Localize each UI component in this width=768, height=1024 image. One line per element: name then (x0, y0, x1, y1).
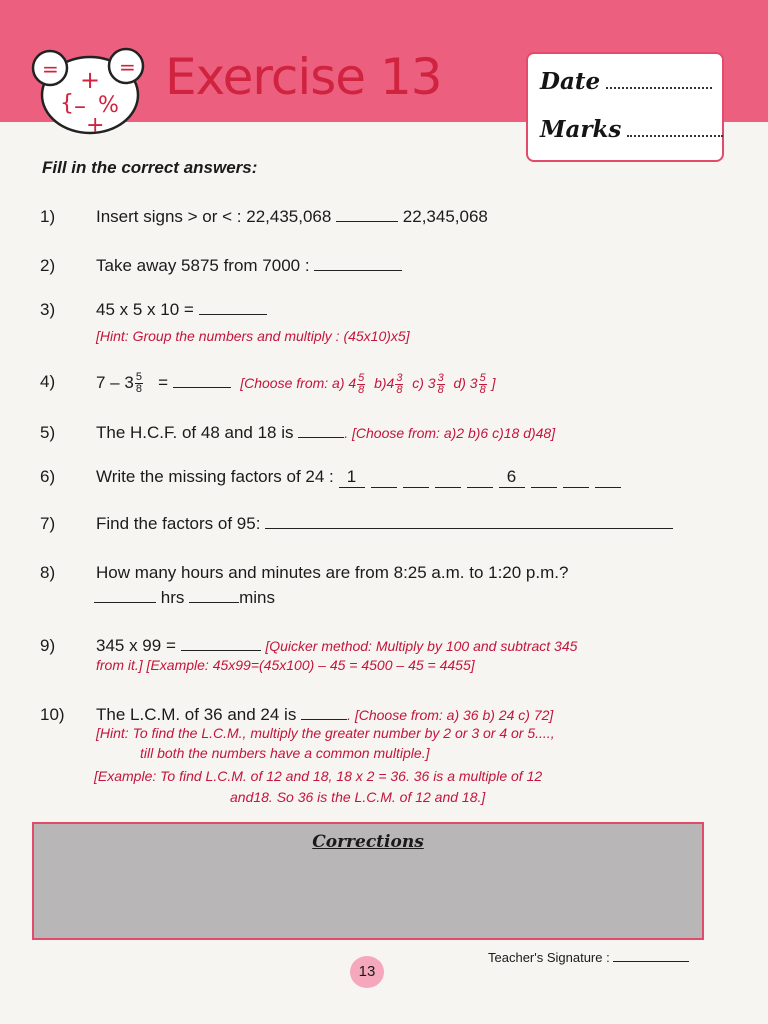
question-text: Insert signs > or < : 22,435,068 (96, 207, 332, 226)
question-text-2: 22,345,068 (402, 207, 488, 226)
factor-blank[interactable]: 1 (339, 467, 365, 488)
question-text: How many hours and minutes are from 8:25 a.m. to 1:20 p.m.? (96, 563, 569, 582)
question-text: Write the missing factors of 24 : (96, 467, 334, 486)
question-number: 10) (40, 705, 65, 724)
question-number: 6) (40, 467, 56, 486)
choices: . [Choose from: a)2 b)6 c)18 d)48] (344, 425, 556, 441)
hrs-label: hrs (160, 588, 185, 607)
date-field[interactable] (540, 68, 712, 95)
math-symbols-logo (24, 40, 154, 140)
choices: [Choose from: a) 4 $\frac{5}{8}$ b)4 $\frac{3}{8}$ c) 3 $\frac{3}{8}$ d) 3 $\frac{5}{8}$ ] (240, 371, 496, 396)
marks-field[interactable] (540, 116, 723, 143)
question-number: 8) (40, 563, 56, 582)
question-text: 7 – 3 (96, 372, 134, 392)
signature-label: Teacher's Signature : (488, 950, 610, 965)
factor-blank[interactable] (435, 467, 461, 488)
answer-blank[interactable] (336, 207, 398, 222)
question-text: Take away 5875 from 7000 : (96, 256, 310, 275)
svg-text:=: = (119, 55, 136, 79)
marks-blank[interactable] (627, 131, 723, 137)
hint-line-3: till both the numbers have a common multiple.] (140, 745, 430, 761)
svg-text:+: + (80, 66, 101, 94)
answer-blank[interactable] (298, 423, 344, 438)
factor-blank[interactable] (467, 467, 493, 488)
svg-text:%: % (98, 93, 119, 118)
question-number: 7) (40, 514, 56, 533)
hint-line-2: from it.] [Example: 45x99=(45x100) – 45 = 4500 – 45 = 4455] (96, 657, 475, 673)
factor-blank[interactable] (531, 467, 557, 488)
equals-sign: = (158, 372, 169, 392)
factor-blank[interactable] (595, 467, 621, 488)
page-number: 13 (350, 956, 384, 988)
date-label: Date (540, 68, 601, 95)
signature-blank[interactable] (613, 951, 689, 962)
hint-line-5: and18. So 36 is the L.C.M. of 12 and 18.] (230, 789, 486, 805)
answer-blank[interactable] (314, 256, 402, 271)
date-blank[interactable] (606, 83, 712, 89)
answer-blank[interactable] (265, 514, 673, 529)
corrections-box[interactable] (32, 822, 704, 940)
marks-label: Marks (540, 116, 622, 143)
svg-text:{: { (60, 91, 74, 116)
question-number: 4) (40, 372, 56, 391)
question-number: 9) (40, 636, 56, 655)
mins-label: mins (239, 588, 275, 607)
question-text: The L.C.M. of 36 and 24 is (96, 705, 297, 724)
hours-blank[interactable] (94, 588, 156, 603)
question-text: Find the factors of 95: (96, 514, 261, 533)
choices: . [Choose from: a) 36 b) 24 c) 72] (347, 707, 554, 723)
question-text: 345 x 99 = (96, 636, 176, 655)
question-number: 5) (40, 423, 56, 442)
question-number: 2) (40, 256, 56, 275)
fraction: $\frac{5}{8}$ (135, 371, 142, 395)
exercise-title: Exercise 13 (165, 48, 442, 106)
question-8-answer (94, 588, 275, 608)
factor-blank[interactable] (403, 467, 429, 488)
hint-line-2: [Hint: To find the L.C.M., multiply the greater number by 2 or 3 or 4 or 5...., (96, 725, 555, 741)
question-text: The H.C.F. of 48 and 18 is (96, 423, 294, 442)
corrections-title: Corrections (312, 832, 424, 852)
question-number: 1) (40, 207, 56, 226)
answer-blank[interactable] (173, 373, 231, 388)
answer-blank[interactable] (199, 300, 267, 315)
date-marks-box (526, 52, 724, 162)
answer-blank[interactable] (301, 705, 347, 720)
question-text: 45 x 5 x 10 = (96, 300, 194, 319)
answer-blank[interactable] (181, 636, 261, 651)
svg-text:=: = (42, 57, 59, 81)
instruction: Fill in the correct answers: (42, 158, 258, 177)
factor-blank[interactable]: 6 (499, 467, 525, 488)
minutes-blank[interactable] (189, 588, 239, 603)
teacher-signature[interactable] (488, 950, 689, 965)
question-number: 3) (40, 300, 56, 319)
svg-text:+: + (86, 113, 105, 138)
factor-blank[interactable] (371, 467, 397, 488)
hint-line-1: [Quicker method: Multiply by 100 and subtract 345 (265, 638, 578, 654)
hint-3: [Hint: Group the numbers and multiply : (45x10)x5] (96, 328, 410, 344)
factor-blanks (339, 467, 621, 488)
svg-text:–: – (74, 92, 86, 120)
factor-blank[interactable] (563, 467, 589, 488)
hint-line-4: [Example: To find L.C.M. of 12 and 18, 18 x 2 = 36. 36 is a multiple of 12 (94, 768, 543, 784)
